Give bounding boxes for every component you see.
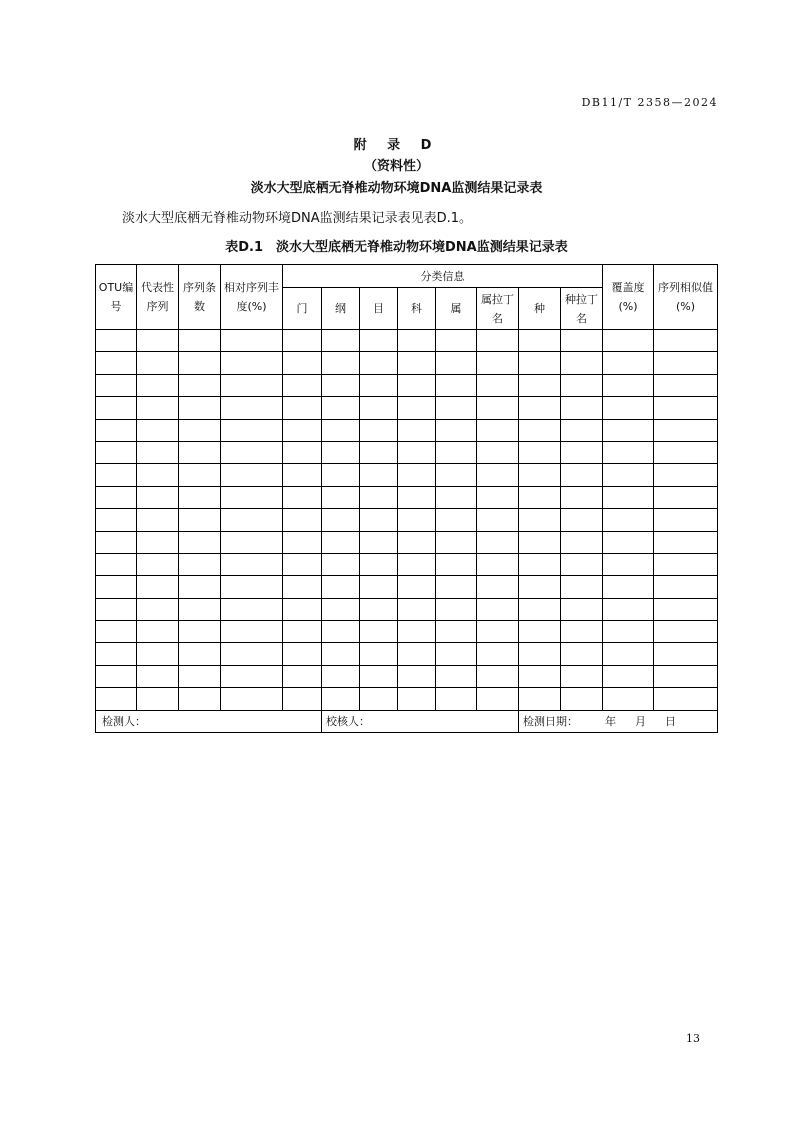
- header-rel-abundance: 相对序列丰度(%): [221, 265, 283, 330]
- table-cell[interactable]: [654, 576, 718, 598]
- table-cell[interactable]: [398, 688, 436, 710]
- table-cell[interactable]: [221, 374, 283, 396]
- table-cell[interactable]: [96, 531, 137, 553]
- table-cell[interactable]: [221, 330, 283, 352]
- table-cell[interactable]: [603, 486, 654, 508]
- table-cell[interactable]: [221, 397, 283, 419]
- table-cell[interactable]: [283, 441, 322, 463]
- header-species-latin: 种拉丁名: [561, 288, 603, 330]
- table-cell[interactable]: [561, 397, 603, 419]
- table-cell[interactable]: [179, 419, 221, 441]
- table-cell[interactable]: [436, 352, 477, 374]
- table-cell[interactable]: [398, 553, 436, 575]
- footer-inspector-cell: [96, 710, 322, 732]
- table-cell[interactable]: [96, 553, 137, 575]
- table-cell[interactable]: [654, 486, 718, 508]
- table-cell[interactable]: [322, 598, 360, 620]
- table-row: [96, 576, 718, 598]
- document-code: DB11/T 2358—2024: [581, 96, 718, 109]
- table-cell[interactable]: [137, 419, 179, 441]
- table-cell[interactable]: [137, 441, 179, 463]
- table-cell[interactable]: [283, 598, 322, 620]
- table-cell[interactable]: [561, 352, 603, 374]
- table-cell[interactable]: [398, 441, 436, 463]
- table-row: [96, 598, 718, 620]
- table-cell[interactable]: [654, 374, 718, 396]
- table-caption: 表D.1 淡水大型底栖无脊椎动物环境DNA监测结果记录表: [225, 240, 568, 255]
- table-cell[interactable]: [519, 553, 561, 575]
- table-cell[interactable]: [283, 374, 322, 396]
- table-cell[interactable]: [519, 397, 561, 419]
- table-cell[interactable]: [398, 330, 436, 352]
- table-cell[interactable]: [283, 531, 322, 553]
- table-cell[interactable]: [360, 330, 398, 352]
- table-cell[interactable]: [96, 419, 137, 441]
- table-cell[interactable]: [221, 352, 283, 374]
- table-cell[interactable]: [179, 464, 221, 486]
- table-cell[interactable]: [322, 441, 360, 463]
- table-cell[interactable]: [221, 464, 283, 486]
- table-cell[interactable]: [96, 621, 137, 643]
- date-year: 年: [605, 714, 616, 728]
- table-cell[interactable]: [283, 665, 322, 687]
- table-cell[interactable]: [603, 553, 654, 575]
- table-cell[interactable]: [96, 509, 137, 531]
- table-cell[interactable]: [654, 397, 718, 419]
- table-cell[interactable]: [477, 598, 519, 620]
- table-cell[interactable]: [436, 598, 477, 620]
- table-cell[interactable]: [477, 553, 519, 575]
- table-cell[interactable]: [283, 576, 322, 598]
- table-cell[interactable]: [96, 352, 137, 374]
- table-cell[interactable]: [654, 464, 718, 486]
- table-cell[interactable]: [322, 464, 360, 486]
- table-cell[interactable]: [96, 643, 137, 665]
- table-cell[interactable]: [322, 374, 360, 396]
- table-cell[interactable]: [283, 330, 322, 352]
- table-cell[interactable]: [603, 621, 654, 643]
- table-cell[interactable]: [436, 464, 477, 486]
- table-row: [96, 464, 718, 486]
- table-cell[interactable]: [360, 352, 398, 374]
- table-cell[interactable]: [477, 464, 519, 486]
- table-cell[interactable]: [137, 531, 179, 553]
- table-cell[interactable]: [96, 688, 137, 710]
- header-genus: 属: [436, 288, 477, 330]
- table-cell[interactable]: [561, 621, 603, 643]
- table-cell[interactable]: [436, 688, 477, 710]
- table-cell[interactable]: [179, 509, 221, 531]
- table-cell[interactable]: [137, 374, 179, 396]
- table-cell[interactable]: [137, 688, 179, 710]
- table-cell[interactable]: [179, 688, 221, 710]
- table-cell[interactable]: [398, 531, 436, 553]
- table-body: [96, 330, 718, 711]
- table-cell[interactable]: [398, 486, 436, 508]
- table-cell[interactable]: [519, 576, 561, 598]
- table-row: [96, 419, 718, 441]
- footer-checker-cell: [322, 710, 519, 732]
- table-cell[interactable]: [561, 419, 603, 441]
- table-cell[interactable]: [179, 486, 221, 508]
- table-cell[interactable]: [221, 553, 283, 575]
- table-cell[interactable]: [221, 598, 283, 620]
- header-similarity: 序列相似值(%): [654, 265, 718, 330]
- table-cell[interactable]: [436, 397, 477, 419]
- table-row: [96, 621, 718, 643]
- table-cell[interactable]: [137, 330, 179, 352]
- table-cell[interactable]: [603, 688, 654, 710]
- table-cell[interactable]: [137, 621, 179, 643]
- table-cell[interactable]: [322, 643, 360, 665]
- table-cell[interactable]: [561, 509, 603, 531]
- header-taxonomy: 分类信息: [283, 265, 603, 288]
- table-cell[interactable]: [654, 419, 718, 441]
- page-number: 13: [686, 1032, 700, 1045]
- table-cell[interactable]: [137, 464, 179, 486]
- table-cell[interactable]: [477, 486, 519, 508]
- table-cell[interactable]: [179, 643, 221, 665]
- table-cell[interactable]: [322, 553, 360, 575]
- table-cell[interactable]: [561, 688, 603, 710]
- table-cell[interactable]: [360, 688, 398, 710]
- table-row: [96, 397, 718, 419]
- table-cell[interactable]: [477, 441, 519, 463]
- table-cell[interactable]: [603, 352, 654, 374]
- table-cell[interactable]: [519, 598, 561, 620]
- table-cell[interactable]: [398, 598, 436, 620]
- intro-paragraph: 淡水大型底栖无脊椎动物环境DNA监测结果记录表见表D.1。: [122, 211, 473, 226]
- table-cell[interactable]: [96, 397, 137, 419]
- table-cell[interactable]: [561, 665, 603, 687]
- table-cell[interactable]: [221, 643, 283, 665]
- table-row: [96, 643, 718, 665]
- table-cell[interactable]: [603, 643, 654, 665]
- table-cell[interactable]: [322, 688, 360, 710]
- table-cell[interactable]: [221, 419, 283, 441]
- table-cell[interactable]: [283, 553, 322, 575]
- table-cell[interactable]: [221, 509, 283, 531]
- table-cell[interactable]: [398, 509, 436, 531]
- header-phylum: 门: [283, 288, 322, 330]
- table-cell[interactable]: [360, 643, 398, 665]
- table-cell[interactable]: [137, 598, 179, 620]
- table-cell[interactable]: [360, 374, 398, 396]
- table-cell[interactable]: [436, 441, 477, 463]
- table-cell[interactable]: [221, 441, 283, 463]
- table-cell[interactable]: [283, 419, 322, 441]
- table-cell[interactable]: [603, 598, 654, 620]
- table-cell[interactable]: [477, 576, 519, 598]
- table-cell[interactable]: [179, 374, 221, 396]
- table-cell[interactable]: [360, 665, 398, 687]
- table-cell[interactable]: [654, 553, 718, 575]
- appendix-title: 附 录 D: [353, 138, 440, 153]
- table-cell[interactable]: [360, 464, 398, 486]
- table-cell[interactable]: [360, 553, 398, 575]
- table-cell[interactable]: [436, 419, 477, 441]
- table-cell[interactable]: [436, 553, 477, 575]
- table-cell[interactable]: [519, 419, 561, 441]
- table-cell[interactable]: [137, 486, 179, 508]
- table-cell[interactable]: [179, 576, 221, 598]
- table-cell[interactable]: [398, 374, 436, 396]
- table-row: [96, 665, 718, 687]
- table-cell[interactable]: [603, 441, 654, 463]
- table-row: [96, 330, 718, 352]
- table-cell[interactable]: [322, 531, 360, 553]
- table-cell[interactable]: [561, 486, 603, 508]
- table-cell[interactable]: [436, 643, 477, 665]
- table-cell[interactable]: [137, 352, 179, 374]
- table-cell[interactable]: [603, 576, 654, 598]
- table-cell[interactable]: [179, 330, 221, 352]
- appendix-name: 淡水大型底栖无脊椎动物环境DNA监测结果记录表: [250, 181, 543, 196]
- table-cell[interactable]: [179, 441, 221, 463]
- table-cell[interactable]: [398, 621, 436, 643]
- table-cell[interactable]: [283, 352, 322, 374]
- table-cell[interactable]: [603, 330, 654, 352]
- table-cell[interactable]: [137, 643, 179, 665]
- table-row: [96, 374, 718, 396]
- table-cell[interactable]: [477, 374, 519, 396]
- header-genus-latin: 属拉丁名: [477, 288, 519, 330]
- table-row: [96, 553, 718, 575]
- table-cell[interactable]: [519, 352, 561, 374]
- table-cell[interactable]: [398, 397, 436, 419]
- table-cell[interactable]: [477, 330, 519, 352]
- table-cell[interactable]: [654, 643, 718, 665]
- table-cell[interactable]: [436, 531, 477, 553]
- table-cell[interactable]: [436, 621, 477, 643]
- table-cell[interactable]: [398, 576, 436, 598]
- table-cell[interactable]: [96, 665, 137, 687]
- table-cell[interactable]: [179, 531, 221, 553]
- table-cell[interactable]: [519, 486, 561, 508]
- table-cell[interactable]: [519, 509, 561, 531]
- table-cell[interactable]: [654, 665, 718, 687]
- table-cell[interactable]: [283, 397, 322, 419]
- table-cell[interactable]: [477, 531, 519, 553]
- table-cell[interactable]: [436, 330, 477, 352]
- record-table: [95, 264, 718, 733]
- header-class: 纲: [322, 288, 360, 330]
- table-cell[interactable]: [603, 397, 654, 419]
- table-cell[interactable]: [221, 621, 283, 643]
- table-cell[interactable]: [179, 598, 221, 620]
- table-cell[interactable]: [137, 665, 179, 687]
- table-cell[interactable]: [519, 621, 561, 643]
- table-cell[interactable]: [436, 509, 477, 531]
- date-month: 月: [635, 714, 646, 728]
- table-cell[interactable]: [322, 352, 360, 374]
- table-cell[interactable]: [477, 643, 519, 665]
- table-cell[interactable]: [360, 509, 398, 531]
- table-cell[interactable]: [360, 419, 398, 441]
- table-cell[interactable]: [561, 441, 603, 463]
- table-cell[interactable]: [436, 486, 477, 508]
- table-cell[interactable]: [561, 374, 603, 396]
- table-cell[interactable]: [654, 531, 718, 553]
- table-cell[interactable]: [519, 330, 561, 352]
- table-cell[interactable]: [603, 419, 654, 441]
- table-cell[interactable]: [477, 509, 519, 531]
- table-cell[interactable]: [96, 464, 137, 486]
- table-cell[interactable]: [137, 553, 179, 575]
- table-cell[interactable]: [519, 464, 561, 486]
- table-row: [96, 509, 718, 531]
- table-cell[interactable]: [221, 576, 283, 598]
- table-cell[interactable]: [179, 397, 221, 419]
- table-cell[interactable]: [221, 688, 283, 710]
- table-cell[interactable]: [322, 486, 360, 508]
- table-cell[interactable]: [322, 419, 360, 441]
- table-cell[interactable]: [283, 643, 322, 665]
- header-rep-seq: 代表性序列: [137, 265, 179, 330]
- table-cell[interactable]: [398, 643, 436, 665]
- table-row: [96, 486, 718, 508]
- date-day: 日: [665, 714, 676, 728]
- table-cell[interactable]: [96, 441, 137, 463]
- table-cell[interactable]: [654, 621, 718, 643]
- table-cell[interactable]: [561, 330, 603, 352]
- header-species: 种: [519, 288, 561, 330]
- table-cell[interactable]: [603, 665, 654, 687]
- table-cell[interactable]: [96, 486, 137, 508]
- table-cell[interactable]: [654, 598, 718, 620]
- header-seq-count: 序列条数: [179, 265, 221, 330]
- table-cell[interactable]: [561, 464, 603, 486]
- table-cell[interactable]: [654, 352, 718, 374]
- table-cell[interactable]: [179, 553, 221, 575]
- table-row: [96, 352, 718, 374]
- table-cell[interactable]: [561, 531, 603, 553]
- table-cell[interactable]: [654, 688, 718, 710]
- table-cell[interactable]: [322, 665, 360, 687]
- header-coverage: 覆盖度(%): [603, 265, 654, 330]
- table-cell[interactable]: [477, 397, 519, 419]
- table-cell[interactable]: [360, 621, 398, 643]
- table-cell[interactable]: [322, 621, 360, 643]
- table-cell[interactable]: [179, 621, 221, 643]
- table-cell[interactable]: [96, 598, 137, 620]
- table-cell[interactable]: [360, 486, 398, 508]
- table-cell[interactable]: [179, 352, 221, 374]
- table-cell[interactable]: [477, 665, 519, 687]
- table-cell[interactable]: [360, 576, 398, 598]
- table-cell[interactable]: [477, 688, 519, 710]
- table-cell[interactable]: [137, 397, 179, 419]
- table-cell[interactable]: [436, 576, 477, 598]
- table-cell[interactable]: [96, 576, 137, 598]
- table-cell[interactable]: [398, 665, 436, 687]
- table-cell[interactable]: [283, 486, 322, 508]
- table-cell[interactable]: [561, 553, 603, 575]
- table-cell[interactable]: [322, 576, 360, 598]
- table-cell[interactable]: [519, 688, 561, 710]
- footer-date-cell: [519, 710, 718, 732]
- table-cell[interactable]: [654, 509, 718, 531]
- table-cell[interactable]: [360, 397, 398, 419]
- table-cell[interactable]: [603, 374, 654, 396]
- table-cell[interactable]: [137, 576, 179, 598]
- table-cell[interactable]: [477, 419, 519, 441]
- table-cell[interactable]: [519, 643, 561, 665]
- table-cell[interactable]: [519, 441, 561, 463]
- table-cell[interactable]: [519, 531, 561, 553]
- table-row: [96, 688, 718, 710]
- table-cell[interactable]: [322, 330, 360, 352]
- table-cell[interactable]: [322, 397, 360, 419]
- table-cell[interactable]: [398, 464, 436, 486]
- table-cell[interactable]: [398, 352, 436, 374]
- table-cell[interactable]: [283, 509, 322, 531]
- date-label: 检测日期：: [523, 714, 578, 728]
- inspector-label: 检测人：: [102, 714, 146, 728]
- table-cell[interactable]: [519, 665, 561, 687]
- table-cell[interactable]: [561, 643, 603, 665]
- table-cell[interactable]: [561, 576, 603, 598]
- table-cell[interactable]: [519, 374, 561, 396]
- table-cell[interactable]: [398, 419, 436, 441]
- table-cell[interactable]: [561, 598, 603, 620]
- appendix-kind: （资料性）: [363, 159, 429, 174]
- table-cell[interactable]: [603, 464, 654, 486]
- header-family: 科: [398, 288, 436, 330]
- table-cell[interactable]: [477, 352, 519, 374]
- table-cell[interactable]: [654, 330, 718, 352]
- table-row: [96, 441, 718, 463]
- table-cell[interactable]: [221, 531, 283, 553]
- table-cell[interactable]: [283, 621, 322, 643]
- table-cell[interactable]: [283, 464, 322, 486]
- table-cell[interactable]: [654, 441, 718, 463]
- table-cell[interactable]: [283, 688, 322, 710]
- table-cell[interactable]: [322, 509, 360, 531]
- header-otu: OTU编号: [96, 265, 137, 330]
- table-cell[interactable]: [96, 330, 137, 352]
- table-cell[interactable]: [221, 486, 283, 508]
- table-cell[interactable]: [603, 509, 654, 531]
- table-cell[interactable]: [603, 531, 654, 553]
- table-row: [96, 531, 718, 553]
- table-cell[interactable]: [360, 441, 398, 463]
- table-cell[interactable]: [436, 374, 477, 396]
- table-cell[interactable]: [436, 665, 477, 687]
- table-cell[interactable]: [360, 598, 398, 620]
- table-cell[interactable]: [360, 531, 398, 553]
- header-order: 目: [360, 288, 398, 330]
- table-cell[interactable]: [221, 665, 283, 687]
- table-cell[interactable]: [477, 621, 519, 643]
- table-cell[interactable]: [96, 374, 137, 396]
- table-cell[interactable]: [137, 509, 179, 531]
- checker-label: 校核人：: [326, 714, 370, 728]
- table-cell[interactable]: [179, 665, 221, 687]
